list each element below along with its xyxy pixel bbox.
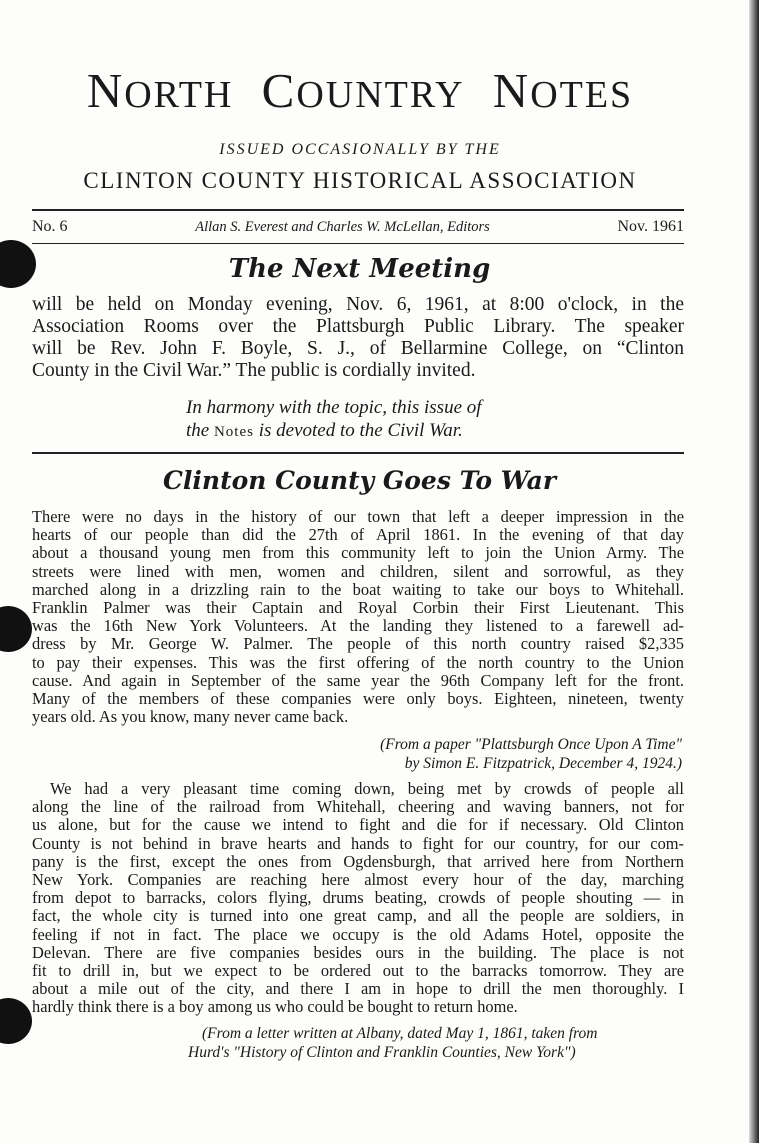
article-heading: Clinton County Goes To War	[163, 466, 556, 495]
text-line: streets were lined with men, women and children, silent and sorrowful, as they	[32, 561, 684, 581]
bar-rule	[32, 243, 684, 244]
issued-by-line: ISSUED OCCASIONALLY BY THE	[219, 141, 501, 158]
next-meeting-heading: The Next Meeting	[228, 254, 491, 284]
text-line: cause. And again in September of the same year the 96th Company left for the front.	[32, 670, 684, 690]
text-line: along the line of the railroad from Whitehall, cheering and waving banners, not for	[32, 797, 684, 817]
text-line: County is not behind in brave hearts and hands to fight for our country, for our com-	[32, 833, 684, 853]
top-rule	[32, 209, 684, 211]
citation-2-line-1: (From a letter written at Albany, dated May 1, 1861, taken from	[202, 1025, 598, 1042]
citation-2	[160, 1024, 682, 1062]
meeting-line: will be held on Monday evening, Nov. 6, 1961, at 8:00 o'clock, in the	[32, 294, 684, 315]
text-line: dress by Mr. George W. Palmer. The people of this north country raised $2,335	[32, 634, 684, 654]
text-line: was the 16th New York Volunteers. At the landing they listened to a farewell ad-	[32, 616, 684, 636]
article-paragraph-2	[32, 780, 684, 1017]
text-line: Franklin Palmer was their Captain and Royal Corbin their First Lieutenant. This	[32, 598, 684, 618]
text-line: Delevan. There are five companies besides ours in the building. The place is not	[32, 942, 684, 962]
topic-note-line-2: the Notes is devoted to the Civil War.	[186, 420, 463, 441]
text-line: marched along in a drizzling rain to the boat waiting to take our boys to Whitehall.	[32, 579, 684, 599]
text-line: feeling if not in fact. The place we occupy is the old Adams Hotel, opposite the	[32, 924, 684, 944]
text-line: fact, the whole city is turned into one great camp, and all the people are soldiers, in	[32, 906, 684, 926]
citation-1-line-1: (From a paper "Plattsburgh Once Upon A Time"	[380, 736, 682, 753]
text-line: Many of the members of these companies were only boys. Eighteen, nineteen, twenty	[32, 689, 684, 709]
text-line: pany is the first, except the ones from Ogdensburgh, that arrived here from Northern	[32, 851, 684, 871]
section-rule	[32, 452, 684, 454]
meeting-line: will be Rev. John F. Boyle, S. J., of Bellarmine College, on “Clinton	[32, 338, 684, 359]
issue-number: No. 6	[32, 218, 68, 235]
text-line: from depot to barracks, colors flying, drums beating, crowds of people shouting — in	[32, 888, 684, 908]
text-line: New York. Companies are reaching here almost every hour of the day, marching	[32, 870, 684, 890]
next-meeting-text	[32, 294, 684, 382]
text-line: us alone, but for the cause we intend to fight and die for if necessary. Old Clinton	[32, 815, 684, 835]
citation-2-line-2: Hurd's "History of Clinton and Franklin Counties, New York")	[188, 1044, 576, 1061]
issue-date: Nov. 1961	[617, 218, 684, 235]
page-edge-shadow	[749, 0, 759, 1143]
text-line: hearts of our people than did the 27th of April 1861. In the evening of that day	[32, 525, 684, 545]
meeting-line: County in the Civil War.” The public is cordially invited.	[32, 360, 476, 381]
text-line: hardly think there is a boy among us who could be bought to return home.	[32, 997, 518, 1017]
text-line: We had a very pleasant time coming down, being met by crowds of people all	[50, 779, 684, 798]
citation-1	[300, 735, 682, 773]
article-paragraph-1	[32, 508, 684, 726]
text-line: There were no days in the history of our town that left a deeper impression in the	[32, 507, 684, 526]
masthead-title: NORTH COUNTRY NOTES	[86, 63, 634, 118]
text-line: years old. As you know, many never came back.	[32, 707, 349, 727]
text-line: about a thousand young men from this community left to join the Union Army. The	[32, 543, 684, 563]
text-line: to pay their expenses. This was the first offering of the north country to the Union	[32, 652, 684, 672]
text-line: about a mile out of the city, and there I am in hope to drill the men thoroughly. I	[32, 979, 684, 999]
citation-1-line-2: by Simon E. Fitzpatrick, December 4, 1924.)	[404, 755, 682, 772]
topic-note	[186, 396, 546, 444]
meeting-line: Association Rooms over the Plattsburgh Public Library. The speaker	[32, 316, 684, 337]
issue-bar	[32, 215, 684, 239]
association-name: CLINTON COUNTY HISTORICAL ASSOCIATION	[83, 168, 637, 193]
punch-hole-middle	[0, 606, 32, 652]
text-line: fit to drill in, but we expect to be ordered out to the barracks tomorrow. They are	[32, 961, 684, 981]
editors-line: Allan S. Everest and Charles W. McLellan, Editors	[195, 218, 490, 235]
punch-hole-bottom	[0, 998, 32, 1044]
topic-note-line-1: In harmony with the topic, this issue of	[186, 397, 482, 418]
